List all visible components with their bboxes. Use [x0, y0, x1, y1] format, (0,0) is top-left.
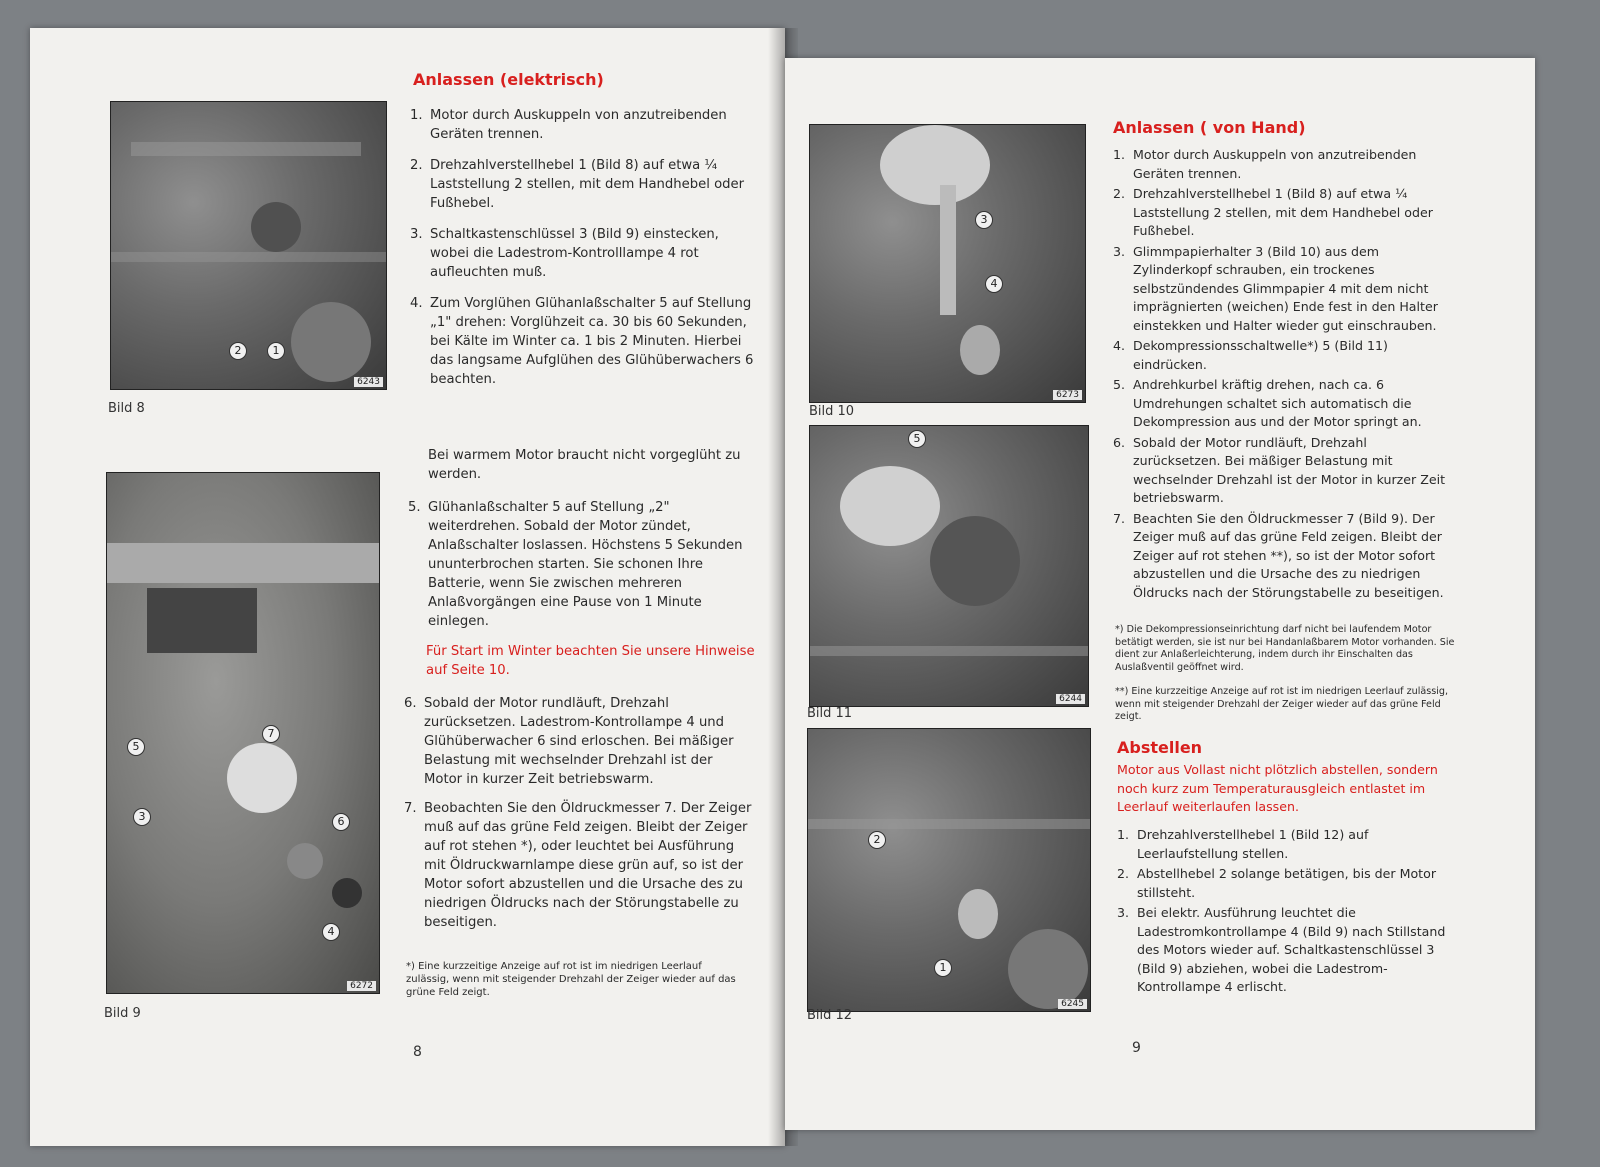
list-item: 5. Glühanlaßschalter 5 auf Stellung „2" weiterdrehen. Sobald der Motor zündet, Anlaßschalter loslassen. Höchstens 5 Sekunden ununterbrochen starten. Sie schonen Ihre Batterie, wenn Sie zwischen mehreren Anlaßvorgängen eine Pause von 1 Minute einlegen.	[408, 500, 743, 629]
marker: 5	[127, 738, 145, 756]
winter-note: Für Start im Winter beachten Sie unsere Hinweise auf Seite 10.	[426, 644, 755, 678]
marker: 2	[229, 342, 247, 360]
marker: 1	[934, 959, 952, 977]
footnote: *) Eine kurzzeitige Anzeige auf rot ist im niedrigen Leerlauf zulässig, wenn mit steigender Drehzahl der Zeiger wieder auf das grüne Feld zeigt.	[406, 961, 736, 998]
marker: 1	[267, 342, 285, 360]
list-item: 7. Beobachten Sie den Öldruckmesser 7. Der Zeiger muß auf das grüne Feld zeigen. Bleibt der Zeiger auf rot stehen *), oder leuchtet bei Ausführung mit Öldruckwarnlampe diese grün auf, so ist der Motor sofort abzustellen und die Ursache des zu niedrigen Öldrucks nach der Störungstabelle zu beseitigen.	[404, 801, 752, 930]
caption-bild-9: Bild 9	[104, 1006, 141, 1021]
list-item: 3. Schaltkastenschlüssel 3 (Bild 9) einstecken, wobei die Ladestrom-Kontrolllampe 4 rot aufleuchten muß.	[410, 227, 719, 280]
photo-code: 6273	[1053, 390, 1082, 400]
right-page	[785, 58, 1535, 1130]
photo-bild-10	[809, 124, 1086, 403]
heading-abstellen: Abstellen	[1117, 738, 1203, 757]
footnote-2: **) Eine kurzzeitige Anzeige auf rot ist im niedrigen Leerlauf zulässig, wenn mit steigender Drehzahl der Zeiger wieder auf das grüne Feld zeigt.	[1115, 686, 1449, 722]
photo-bild-8	[110, 101, 387, 390]
instructions-list-hand	[1113, 146, 1453, 604]
photo-code: 6245	[1058, 999, 1087, 1009]
photo-bild-9	[106, 472, 380, 994]
instructions-list-2	[408, 498, 755, 639]
page-number: 8	[413, 1044, 422, 1060]
list-item: 1. Motor durch Auskuppeln von anzutreibenden Geräten trennen.	[410, 108, 727, 142]
heading-anlassen-von-hand: Anlassen ( von Hand)	[1113, 118, 1306, 137]
photo-code: 6244	[1056, 694, 1085, 704]
page-number: 9	[1132, 1040, 1141, 1056]
caption-bild-8: Bild 8	[108, 401, 145, 416]
caption-bild-12: Bild 12	[807, 1008, 853, 1023]
marker: 7	[262, 725, 280, 743]
heading-anlassen-elektrisch: Anlassen (elektrisch)	[413, 70, 604, 89]
marker: 6	[332, 813, 350, 831]
list-item: 3. Bei elektr. Ausführung leuchtet die Ladestromkontrollampe 4 (Bild 9) nach Stillstand des Motors wieder auf. Schaltkastenschlüssel 3 (Bild 9) abziehen, wobei die Ladestrom-Kontrollampe 4 erlischt.	[1117, 905, 1446, 994]
left-page	[30, 28, 785, 1146]
marker: 3	[975, 211, 993, 229]
list-item: 4. Dekompressionsschaltwelle*) 5 (Bild 11) eindrücken.	[1113, 338, 1388, 372]
list-item: 6. Sobald der Motor rundläuft, Drehzahl zurücksetzen. Bei mäßiger Belastung mit wechselnder Drehzahl ist der Motor in kurzer Zeit betriebswarm.	[1113, 434, 1446, 505]
photo-code: 6272	[347, 981, 376, 991]
marker: 2	[868, 831, 886, 849]
list-item: 7. Beachten Sie den Öldruckmesser 7 (Bild 9). Der Zeiger muß auf das grüne Feld zeigen. Bleibt der Zeiger auf rot stehen **), so ist der Motor sofort abzustellen und die Ursache des zu niedrigen Öldrucks nach der Störungstabelle zu beseitigen.	[1113, 510, 1444, 600]
list-item: 2. Drehzahlverstellhebel 1 (Bild 8) auf etwa ¼ Laststellung 2 stellen, mit dem Handhebel oder Fußhebel.	[1113, 186, 1433, 238]
list-item: 2. Abstellhebel 2 solange betätigen, bis der Motor stillsteht.	[1117, 866, 1436, 900]
marker: 3	[133, 808, 151, 826]
caption-bild-11: Bild 11	[807, 706, 853, 721]
list-item: 3. Glimmpapierhalter 3 (Bild 10) aus dem Zylinderkopf schrauben, ein trockenes selbstzündendes Glimmpapier 4 mit dem nicht imprägnierten (weichen) Ende fest in den Halter einstekken und Halter wieder gut einschrauben.	[1113, 243, 1438, 333]
list-item: 1. Motor durch Auskuppeln von anzutreibenden Geräten trennen.	[1113, 147, 1417, 181]
marker: 4	[985, 275, 1003, 293]
marker: 5	[908, 430, 926, 448]
photo-code: 6243	[354, 377, 383, 387]
warm-motor-note: Bei warmem Motor braucht nicht vorgeglüht zu werden.	[428, 448, 741, 482]
footnote-1: *) Die Dekompressionseinrichtung darf nicht bei laufendem Motor betätigt werden, sie ist nur bei Handanlaßbarem Motor vorhanden. Sie dient zur Anlaßerleichterung, indem durch ihr Einschalten das Auslaßventil geöffnet wird.	[1115, 624, 1455, 673]
list-item: 2. Drehzahlverstellhebel 1 (Bild 8) auf etwa ¼ Laststellung 2 stellen, mit dem Handhebel oder Fußhebel.	[410, 158, 745, 211]
list-item: 4. Zum Vorglühen Glühanlaßschalter 5 auf Stellung „1" drehen: Vorglühzeit ca. 30 bis 60 Sekunden, bei Kälte im Winter ca. 1 bis 2 Minuten. Hierbei das langsame Aufglühen des Glühüberwachers 6 beachten.	[410, 296, 754, 387]
abstellen-warning: Motor aus Vollast nicht plötzlich abstellen, sondern noch kurz zum Temperaturausgleich entlastet im Leerlauf weiterlaufen lassen.	[1117, 762, 1438, 814]
photo-bild-12	[807, 728, 1091, 1012]
caption-bild-10: Bild 10	[809, 404, 855, 419]
photo-bild-11	[809, 425, 1089, 707]
instructions-list-1	[410, 106, 755, 397]
list-item: 1. Drehzahlverstellhebel 1 (Bild 12) auf Leerlaufstellung stellen.	[1117, 827, 1369, 861]
list-item: 6. Sobald der Motor rundläuft, Drehzahl zurücksetzen. Ladestrom-Kontrollampe 4 und Glühüberwacher 6 sind erloschen. Bei mäßiger Belastung mit wechselnder Drehzahl ist der Motor in kurzer Zeit betriebswarm.	[404, 696, 734, 787]
marker: 4	[322, 923, 340, 941]
abstellen-list	[1117, 826, 1455, 999]
instructions-list-3	[404, 694, 754, 940]
list-item: 5. Andrehkurbel kräftig drehen, nach ca. 6 Umdrehungen schaltet sich automatisch die Dekompression aus und der Motor springt an.	[1113, 377, 1422, 429]
